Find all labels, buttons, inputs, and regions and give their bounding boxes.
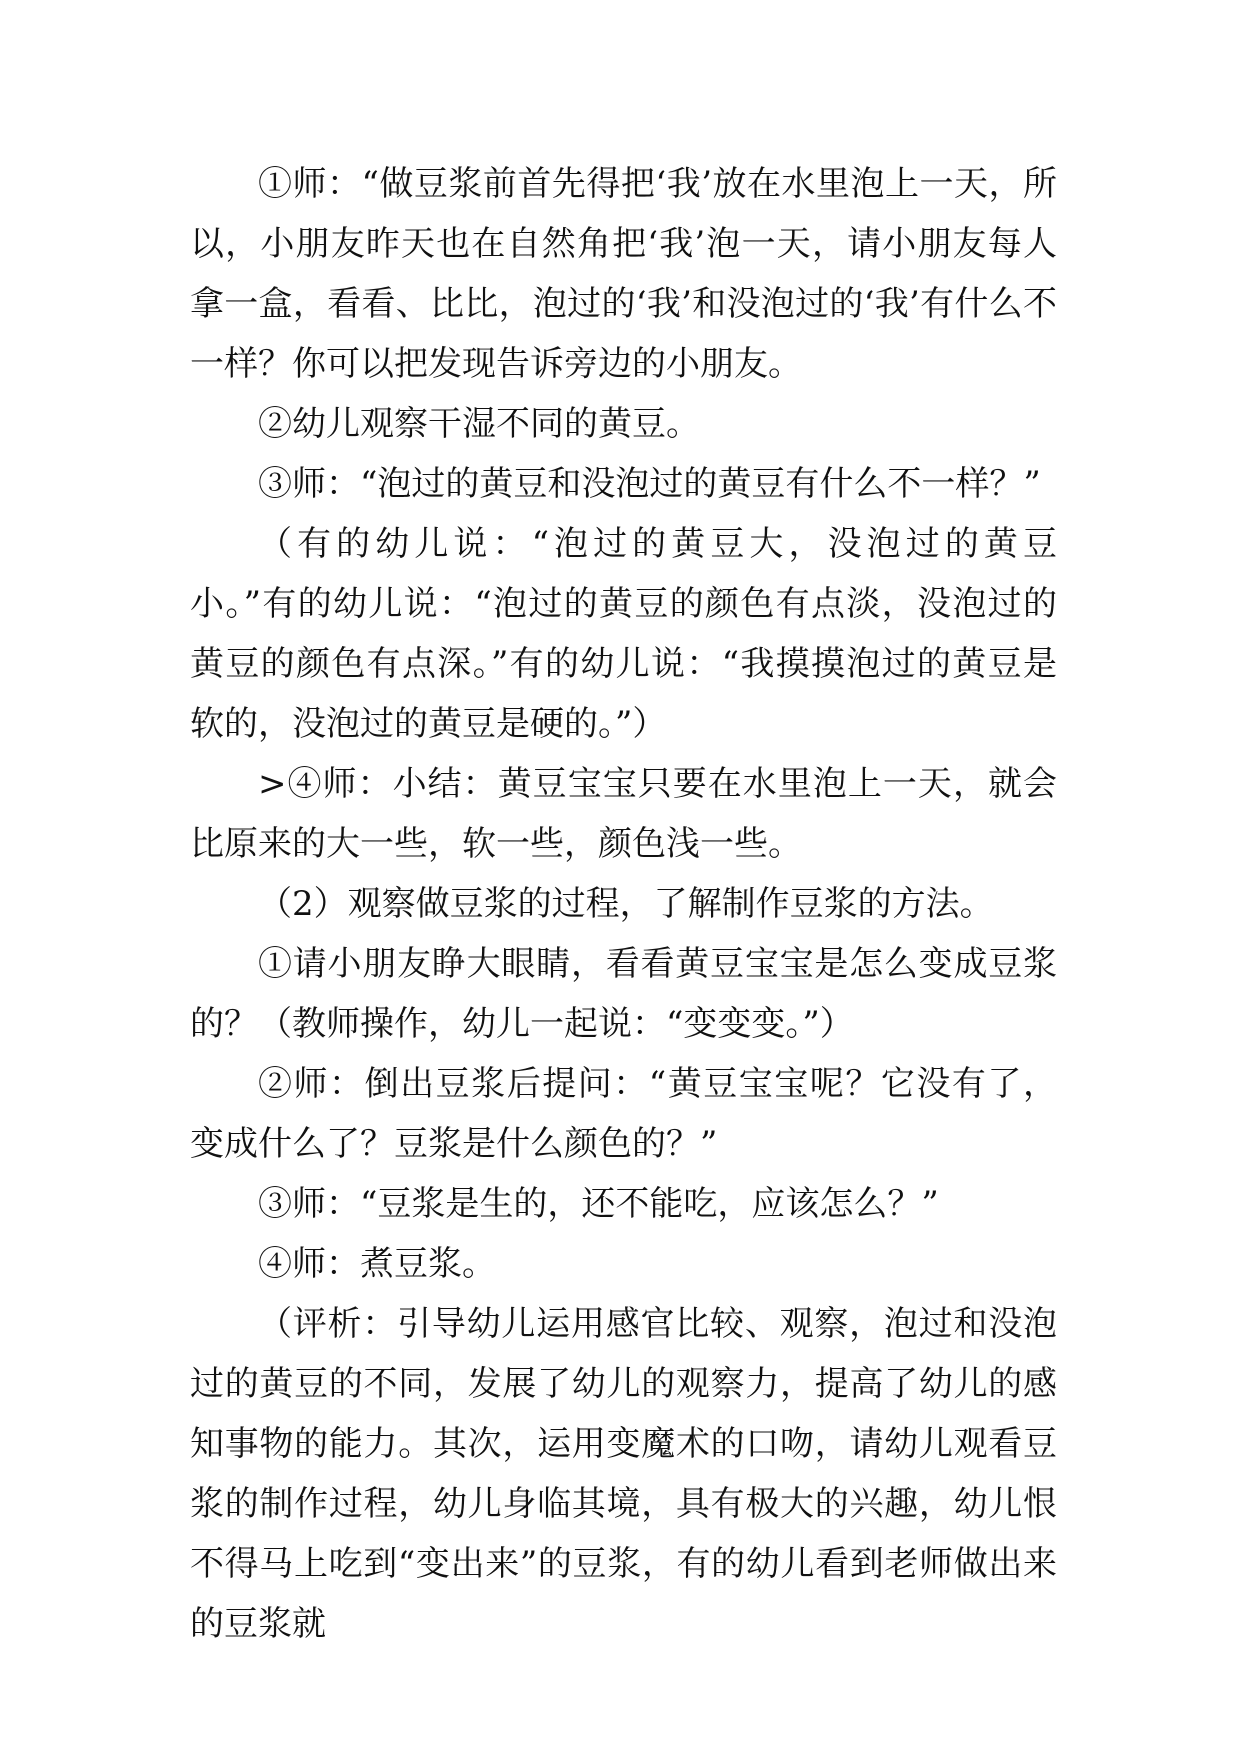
paragraph-teacher-difference-question: ③师：“泡过的黄豆和没泡过的黄豆有什么不一样？” [258,464,1041,504]
paragraph-watch-transformation: ①请小朋友睁大眼睛，看看黄豆宝宝是怎么变成豆浆的？（教师操作，幼儿一起说：“变变变。”） [190,944,1057,1044]
paragraph-pour-soymilk: ②师：倒出豆浆后提问：“黄豆宝宝呢？它没有了，变成什么了？豆浆是什么颜色的？” [190,1064,1057,1164]
paragraph-raw-soymilk: ③师：“豆浆是生的，还不能吃，应该怎么？” [258,1184,939,1224]
paragraph-children-observe: ②幼儿观察干湿不同的黄豆。 [258,404,700,444]
paragraph-children-answers: （有的幼儿说：“泡过的黄豆大，没泡过的黄豆小。”有的幼儿说：“泡过的黄豆的颜色有点淡，没泡过的黄豆的颜色有点深。”有的幼儿说：“我摸摸泡过的黄豆是软的，没泡过的黄豆是硬的。”） [190,524,1057,744]
paragraph-teacher-soak-question: ①师：“做豆浆前首先得把‘我’放在水里泡上一天，所以，小朋友昨天也在自然角把‘我’泡一天，请小朋友每人拿一盒，看看、比比，泡过的‘我’和没泡过的‘我’有什么不一样？你可以把发现告诉旁边的小朋友。 [190,164,1057,384]
paragraph-boil-soymilk: ④师：煮豆浆。 [258,1244,496,1284]
paragraph-teacher-summary: >④师：小结：黄豆宝宝只要在水里泡上一天，就会比原来的大一些，软一些，颜色浅一些。 [190,764,1057,864]
document-page [190,154,1057,1654]
paragraph-commentary: （评析：引导幼儿运用感官比较、观察，泡过和没泡过的黄豆的不同，发展了幼儿的观察力，提高了幼儿的感知事物的能力。其次，运用变魔术的口吻，请幼儿观看豆浆的制作过程，幼儿身临其境，具有极大的兴趣，幼儿恨不得马上吃到“变出来”的豆浆，有的幼儿看到老师做出来的豆浆就 [190,1304,1057,1644]
paragraph-section-heading: （2）观察做豆浆的过程，了解制作豆浆的方法。 [258,884,994,924]
